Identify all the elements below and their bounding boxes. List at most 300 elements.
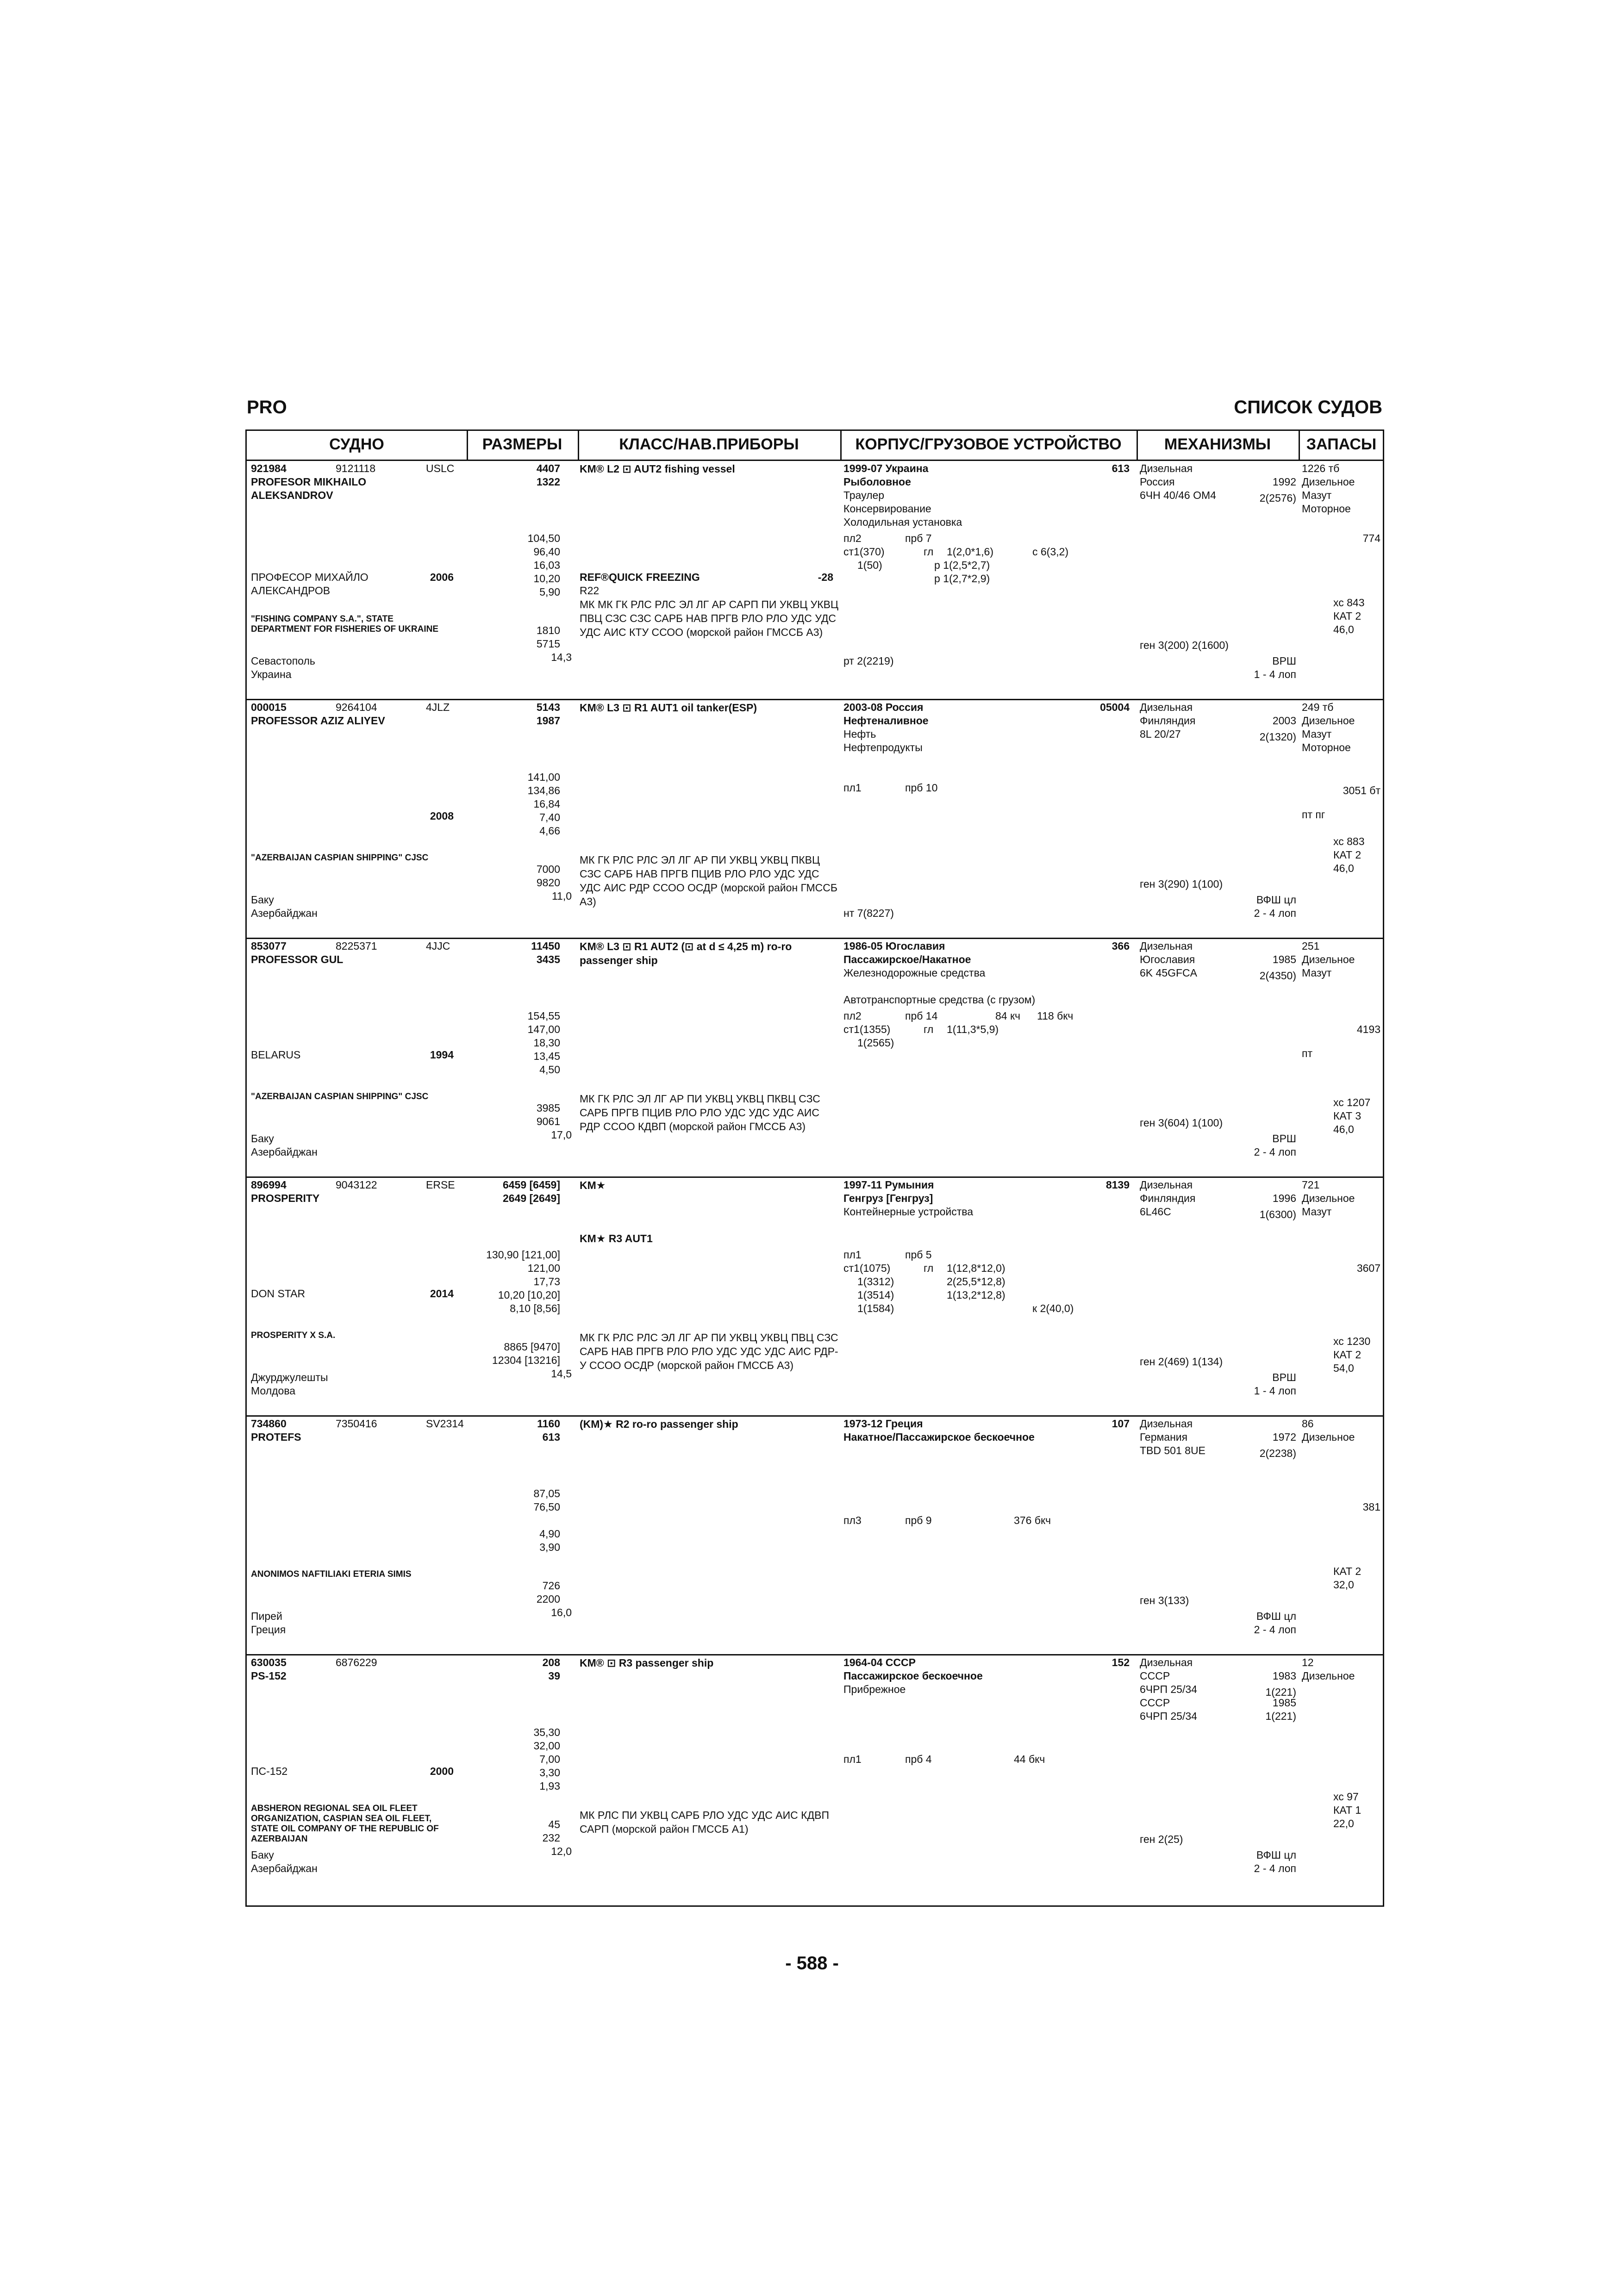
hold-info: прб 7 [905,532,932,544]
yard-number: 152 [1112,1656,1130,1668]
deadweight-value: 9061 [536,1115,560,1127]
engine-type: Дизельная [1140,1179,1193,1191]
supply-value: 774 [1362,532,1380,544]
engine-model: TBD 501 8UE [1140,1444,1206,1456]
build-date-place: 1997-11 Румыния [843,1179,934,1191]
name-year: 1994 [430,1049,454,1061]
entry-divider [245,1654,1384,1655]
column-header-class: КЛАСС/НАВ.ПРИБОРЫ [619,436,799,453]
deadweight-value: 5715 [536,638,560,650]
engine-country: СССР [1140,1697,1170,1709]
ship-type: Рыболовное [843,476,911,488]
supply-value: хс 843 [1333,597,1365,609]
dimension-value: 7,40 [539,811,560,823]
build-date-place: 1964-04 СССР [843,1656,916,1668]
deadweight-value: 232 [542,1832,560,1844]
cargo-handling: нт 7(8227) [843,907,894,919]
dimension-value: 121,00 [527,1262,560,1274]
engine-model: 6ЧН 40/46 ОМ4 [1140,489,1216,501]
dimension-value: 141,00 [527,771,560,783]
dimension-value: 10,20 [533,572,560,585]
registry-number: 853077 [251,940,287,952]
home-port: Баку [251,894,274,906]
class-notation-extra: KM★ R3 AUT1 [580,1232,653,1244]
hold-info: 1(13,2*12,8) [947,1289,1006,1301]
propeller: ВРШ [1272,655,1296,667]
gross-tonnage: 6459 [6459] [502,1179,560,1191]
dimension-value: 76,50 [533,1501,560,1513]
ship-type: Автотранспортные средства (с грузом) [843,994,1036,1006]
build-date-place: 1999-07 Украина [843,462,929,474]
engine-type: Дизельная [1140,940,1193,952]
supply-value: 22,0 [1333,1817,1354,1829]
home-port: Баку [251,1132,274,1145]
ship-type: Пассажирское бескоечное [843,1670,983,1682]
propeller: ВФШ цл [1256,1849,1296,1861]
engine-year: 1992 [1272,476,1296,488]
registry-number: 000015 [251,701,287,713]
navigation-equipment: МК ГК РЛС ЭЛ ЛГ АР ПИ УКВЦ УКВЦ ПКВЦ СЗС САРБ ПРГВ ПЦИВ РЛО РЛО УДС УДС УДС АИС РДР ССОО КДВП (морской район ГМССБ A3) [580,1093,820,1132]
supply-value: 12 [1302,1656,1314,1668]
supply-value: Мазут [1302,967,1332,979]
propeller: ВРШ [1272,1132,1296,1145]
dimension-value: 96,40 [533,546,560,558]
column-header-machinery: МЕХАНИЗМЫ [1164,436,1271,453]
column-divider [1137,429,1138,460]
column-header-hull: КОРПУС/ГРУЗОВОЕ УСТРОЙСТВО [855,436,1122,453]
engine-power: 2(2238) [1259,1447,1296,1459]
owner: "FISHING COMPANY S.A.", STATE DEPARTMENT FOR FISHERIES OF UKRAINE [251,614,438,634]
column-header-supplies: ЗАПАСЫ [1306,436,1377,453]
flag-state: Украина [251,668,292,680]
build-date-place: 2003-08 Россия [843,701,924,713]
supply-value: 4193 [1356,1023,1380,1035]
propeller-blades: 2 - 4 лоп [1254,1862,1296,1874]
supply-value: 251 [1302,940,1320,952]
dimension-value: 3,30 [539,1767,560,1779]
column-divider [840,429,842,460]
supply-value: Мазут [1302,489,1332,501]
imo-number: 6876229 [336,1656,377,1668]
hold-info: 1(12,8*12,0) [947,1262,1006,1274]
hold-info: 84 кч [995,1010,1021,1022]
dimension-value: 18,30 [533,1037,560,1049]
hold-info: 1(3312) [857,1276,894,1288]
call-sign: ERSE [426,1179,455,1191]
supply-value: КАТ 2 [1333,1565,1362,1577]
gross-tonnage: 208 [542,1656,560,1668]
hold-info: прб 9 [905,1514,932,1526]
engine-country: Финляндия [1140,715,1196,727]
owner: "AZERBAIJAN CASPIAN SHIPPING" CJSC [251,853,429,863]
supply-value: КАТ 2 [1333,849,1362,861]
engine-country: Россия [1140,476,1175,488]
name-year: 2000 [430,1765,454,1777]
name-year: 2006 [430,571,454,583]
dimension-value: 32,00 [533,1740,560,1752]
propeller: ВРШ [1272,1371,1296,1383]
deadweight-value: 45 [548,1818,560,1830]
dimension-value: 3,90 [539,1541,560,1553]
owner: ABSHERON REGIONAL SEA OIL FLEET ORGANIZATION, CASPIAN SEA OIL FLEET, STATE OIL COMPANY OF THE REPUBLIC OF AZERBAIJAN [251,1804,439,1844]
supply-value: Дизельное [1302,1192,1355,1204]
class-notation: KM® L3 ⊡ R1 AUT1 oil tanker(ESP) [580,702,757,714]
registry-number: 896994 [251,1179,287,1191]
supply-value: 46,0 [1333,1123,1354,1135]
engine-model: 8L 20/27 [1140,728,1181,740]
imo-number: 9043122 [336,1179,377,1191]
deadweight-value: 1810 [536,624,560,636]
hold-info: пл1 [843,1753,862,1765]
supply-value: 3051 бт [1343,784,1380,796]
deadweight-value: 2200 [536,1593,560,1605]
hold-info: 1(2565) [857,1037,894,1049]
page-number: - 588 - [785,1953,839,1973]
ship-type: Нефтепродукты [843,741,923,753]
supply-value: Дизельное [1302,476,1355,488]
hold-info: к 2(40,0) [1032,1302,1074,1314]
propeller-blades: 2 - 4 лоп [1254,1624,1296,1636]
column-header-dimensions: РАЗМЕРЫ [482,436,562,453]
call-sign: SV2314 [426,1418,464,1430]
ship-name: PROFESSOR GUL [251,953,344,965]
supply-value: Моторное [1302,503,1351,515]
gross-tonnage: 1160 [537,1418,560,1430]
class-notation: KM® L2 ⊡ AUT2 fishing vessel [580,463,735,475]
ship-type: Контейнерные устройства [843,1206,973,1218]
generators: ген 2(25) [1140,1833,1183,1845]
name-year: 2014 [430,1288,454,1300]
dimension-value: 16,84 [533,798,560,810]
dimension-value: 17,73 [533,1276,560,1288]
dimension-value: 4,50 [539,1064,560,1076]
yard-number: 05004 [1100,701,1130,713]
call-sign: 4JLZ [426,701,450,713]
supply-value: Мазут [1302,728,1332,740]
hold-info: 376 бкч [1014,1514,1051,1526]
hold-info: пл3 [843,1514,862,1526]
ship-name: PROFESSOR AZIZ ALIYEV [251,715,385,727]
class-notation-extra: R22 [580,585,600,597]
engine-type: Дизельная [1140,1656,1193,1668]
hold-info: р 1(2,5*2,7) [934,559,990,571]
dimension-value: 154,55 [527,1010,560,1022]
flag-state: Греция [251,1624,286,1636]
dimension-value: 4,66 [539,825,560,837]
generators: ген 3(200) 2(1600) [1140,639,1229,651]
column-divider [578,429,579,460]
hold-info: 44 бкч [1014,1753,1045,1765]
net-tonnage: 1987 [536,715,560,727]
supply-value: 721 [1302,1179,1320,1191]
supply-value: 46,0 [1333,623,1354,635]
imo-number: 8225371 [336,940,377,952]
deadweight-value: 8865 [9470] [504,1341,560,1353]
dimension-value: 16,03 [533,559,560,571]
hold-info: прб 14 [905,1010,938,1022]
ship-name: PROSPERITY [251,1192,320,1204]
supply-value: Моторное [1302,741,1351,753]
running-header-right: СПИСОК СУДОВ [1234,397,1382,417]
hold-info: 1(50) [857,559,882,571]
gross-tonnage: 5143 [536,701,560,713]
hold-info: 1(11,3*5,9) [947,1023,999,1035]
hold-info: 1(2,0*1,6) [947,546,994,558]
flag-state: Азербайджан [251,1146,318,1158]
propeller: ВФШ цл [1256,894,1296,906]
former-name: ПС-152 [251,1765,288,1777]
speed-value: 16,0 [551,1606,572,1618]
ship-name: PROFESOR MIKHAILO ALEKSANDROV [251,476,367,501]
supply-value: хс 1207 [1333,1096,1371,1108]
engine-year: 2003 [1272,715,1296,727]
hold-info: гл [924,1023,934,1035]
class-notation: KM★ [580,1179,606,1191]
yard-number: 613 [1112,462,1130,474]
engine-year: 1985 [1272,953,1296,965]
engine-model: 6ЧРП 25/34 [1140,1710,1197,1722]
gross-tonnage: 11450 [531,940,560,952]
supply-value: 1226 тб [1302,462,1340,474]
ship-type: Накатное/Пассажирское бескоечное [843,1431,1035,1443]
engine-power: 1(221) [1265,1710,1296,1722]
engine-year: 1996 [1272,1192,1296,1204]
supply-value: Дизельное [1302,953,1355,965]
entry-divider [245,1415,1384,1417]
hold-info: гл [924,546,934,558]
supply-value: КАТ 1 [1333,1804,1362,1816]
navigation-equipment: МК ГК РЛС РЛС ЭЛ ЛГ АР ПИ УКВЦ УКВЦ ПВЦ СЗС САРБ НАВ ПРГВ РЛО РЛО УДС УДС УДС АИС РДР-У ССОО ОСДР (морской район ГМССБ A3) [580,1332,838,1371]
speed-value: 14,3 [551,651,572,663]
flag-state: Азербайджан [251,907,318,919]
propeller-blades: 2 - 4 лоп [1254,1146,1296,1158]
former-name: DON STAR [251,1288,306,1300]
engine-power: 2(2576) [1259,492,1296,504]
yard-number: 366 [1112,940,1130,952]
hold-info: 118 бкч [1037,1010,1074,1022]
call-sign: 4JJC [426,940,450,952]
class-temperature: -28 [818,571,833,583]
generators: ген 2(469) 1(134) [1140,1356,1223,1368]
owner: "AZERBAIJAN CASPIAN SHIPPING" CJSC [251,1092,429,1101]
engine-model: 6ЧРП 25/34 [1140,1683,1197,1695]
hold-info: ст1(370) [843,546,885,558]
speed-value: 11,0 [551,890,572,902]
supply-value: Дизельное [1302,715,1355,727]
deadweight-value: 9820 [536,877,560,889]
ship-name: PS-152 [251,1670,287,1682]
column-header-ship: СУДНО [329,436,384,453]
generators: ген 3(604) 1(100) [1140,1117,1223,1129]
propeller-blades: 1 - 4 лоп [1254,1385,1296,1397]
net-tonnage: 1322 [536,476,560,488]
engine-country: СССР [1140,1670,1170,1682]
running-header-left: PRO [247,397,287,417]
hold-info: ст1(1355) [843,1023,891,1035]
dimension-value: 130,90 [121,00] [486,1249,560,1261]
registry-number: 734860 [251,1418,287,1430]
former-name: BELARUS [251,1049,301,1061]
hold-info: с 6(3,2) [1032,546,1068,558]
dimension-value: 134,86 [527,784,560,796]
home-port: Пирей [251,1610,282,1622]
owner: PROSPERITY X S.A. [251,1331,336,1340]
gross-tonnage: 4407 [536,462,560,474]
supply-value: хс 883 [1333,835,1365,847]
hold-info: прб 10 [905,782,938,794]
engine-type: Дизельная [1140,462,1193,474]
net-tonnage: 3435 [536,953,560,965]
supply-value: 32,0 [1333,1579,1354,1591]
engine-country: Финляндия [1140,1192,1196,1204]
supply-value: пт пг [1302,809,1325,821]
column-divider [1299,429,1300,460]
supply-value: Дизельное [1302,1431,1355,1443]
deadweight-value: 726 [542,1580,560,1592]
dimension-value: 13,45 [533,1050,560,1062]
speed-value: 17,0 [551,1129,572,1141]
owner: ANONIMOS NAFTILIAKI ETERIA SIMIS [251,1569,412,1579]
supply-value: хс 97 [1333,1791,1359,1803]
build-date-place: 1973-12 Греция [843,1418,923,1430]
ship-type: Траулер [843,489,885,501]
entry-divider [245,938,1384,939]
hold-info: пл1 [843,782,862,794]
supply-value: хс 1230 [1333,1335,1371,1347]
hold-info: 1(3514) [857,1289,894,1301]
navigation-equipment: МК ГК РЛС РЛС ЭЛ ЛГ АР ПИ УКВЦ УКВЦ ПКВЦ СЗС САРБ НАВ ПРГВ ПЦИВ РЛО РЛО УДС УДС УДС АИС РДР ССОО ОСДР (морской район ГМССБ A3) [580,854,837,908]
class-notation: KM® L3 ⊡ R1 AUT2 (⊡ at d ≤ 4,25 m) ro-ro passenger ship [580,940,792,966]
ship-type: Генгруз [Генгруз] [843,1192,933,1204]
registry-number: 921984 [251,462,287,474]
net-tonnage: 613 [542,1431,560,1443]
class-notation-extra: REF®QUICK FREEZING [580,571,700,583]
engine-year: 1983 [1272,1670,1296,1682]
engine-country: Югославия [1140,953,1195,965]
supply-value: 86 [1302,1418,1314,1430]
build-date-place: 1986-05 Югославия [843,940,945,952]
class-notation: (KM)★ R2 ro-ro passenger ship [580,1418,738,1430]
hold-info: 1(1584) [857,1302,894,1314]
engine-year: 1972 [1272,1431,1296,1443]
dimension-value: 1,93 [539,1780,560,1792]
propeller-blades: 1 - 4 лоп [1254,668,1296,680]
supply-value: пт [1302,1047,1312,1059]
supply-value: 46,0 [1333,862,1354,874]
engine-model: 6K 45GFCA [1140,967,1197,979]
ship-type: Нефть [843,728,876,740]
registry-number: 630035 [251,1656,287,1668]
navigation-equipment: МК РЛС ПИ УКВЦ САРБ РЛО УДС УДС АИС КДВП САРП (морской район ГМССБ A1) [580,1809,830,1835]
deadweight-value: 7000 [536,863,560,875]
dimension-value: 7,00 [539,1753,560,1765]
yard-number: 8139 [1106,1179,1130,1191]
net-tonnage: 2649 [2649] [502,1192,560,1204]
flag-state: Молдова [251,1385,296,1397]
generators: ген 3(290) 1(100) [1140,878,1223,890]
supply-value: Дизельное [1302,1670,1355,1682]
speed-value: 12,0 [551,1845,572,1857]
deadweight-value: 3985 [536,1102,560,1114]
dimension-value: 4,90 [539,1528,560,1540]
propeller-blades: 2 - 4 лоп [1254,907,1296,919]
name-year: 2008 [430,810,454,822]
dimension-value: 147,00 [527,1023,560,1035]
home-port: Севастополь [251,655,315,667]
supply-value: 249 тб [1302,701,1334,713]
speed-value: 14,5 [551,1368,572,1380]
hold-info: ст1(1075) [843,1262,891,1274]
imo-number: 9264104 [336,701,377,713]
ship-type: Холодильная установка [843,516,962,528]
hold-info: прб 4 [905,1753,932,1765]
hold-info: 2(25,5*12,8) [947,1276,1006,1288]
flag-state: Азербайджан [251,1862,318,1874]
header-rule [245,460,1384,461]
hold-info: пл2 [843,1010,862,1022]
deadweight-value: 12304 [13216] [492,1354,560,1366]
hold-info: р 1(2,7*2,9) [934,572,990,585]
engine-power: 1(6300) [1259,1208,1296,1220]
ship-type: Железнодорожные средства [843,967,986,979]
dimension-value: 87,05 [533,1487,560,1500]
imo-number: 9121118 [336,462,376,474]
supply-value: 381 [1362,1501,1380,1513]
entry-divider [245,1176,1384,1178]
supply-value: КАТ 3 [1333,1110,1362,1122]
class-notation: KM® ⊡ R3 passenger ship [580,1657,714,1669]
dimension-value: 10,20 [10,20] [498,1289,560,1301]
former-name: ПРОФЕСОР МИХАЙЛО АЛЕКСАНДРОВ [251,571,369,597]
home-port: Баку [251,1849,274,1861]
hold-info: пл1 [843,1249,862,1261]
engine-power: 2(4350) [1259,970,1296,982]
ship-type: Нефтеналивное [843,715,929,727]
home-port: Джурджулешты [251,1371,328,1383]
engine-type: Дизельная [1140,1418,1193,1430]
engine-country: Германия [1140,1431,1188,1443]
imo-number: 7350416 [336,1418,377,1430]
ship-type: Прибрежное [843,1683,906,1695]
engine-power: 1(221) [1265,1686,1296,1698]
generators: ген 3(133) [1140,1594,1189,1606]
ship-type: Консервирование [843,503,931,515]
hold-info: гл [924,1262,934,1274]
supply-value: КАТ 2 [1333,610,1362,622]
dimension-value: 35,30 [533,1726,560,1738]
ship-name: PROTEFS [251,1431,301,1443]
supply-value: КАТ 2 [1333,1349,1362,1361]
engine-type: Дизельная [1140,701,1193,713]
navigation-equipment: МК МК ГК РЛС РЛС ЭЛ ЛГ АР САРП ПИ УКВЦ УКВЦ ПВЦ СЗС СЗС САРБ НАВ ПРГВ РЛО РЛО УДС УДС УДС АИС КТУ ССОО (морской район ГМССБ A3) [580,598,838,638]
dimension-value: 5,90 [539,586,560,598]
dimension-value: 8,10 [8,56] [510,1302,560,1314]
hold-info: пл2 [843,532,862,544]
engine-model: 6L46C [1140,1206,1171,1218]
cargo-handling: рт 2(2219) [843,655,894,667]
dimension-value: 104,50 [527,532,560,544]
engine-power: 2(1320) [1259,731,1296,743]
call-sign: USLC [426,462,455,474]
supply-value: 54,0 [1333,1362,1354,1374]
entry-divider [245,699,1384,700]
net-tonnage: 39 [548,1670,560,1682]
supply-value: Мазут [1302,1206,1332,1218]
supply-value: 3607 [1356,1262,1380,1274]
yard-number: 107 [1112,1418,1130,1430]
ship-type: Пассажирское/Накатное [843,953,971,965]
engine-year: 1985 [1272,1697,1296,1709]
